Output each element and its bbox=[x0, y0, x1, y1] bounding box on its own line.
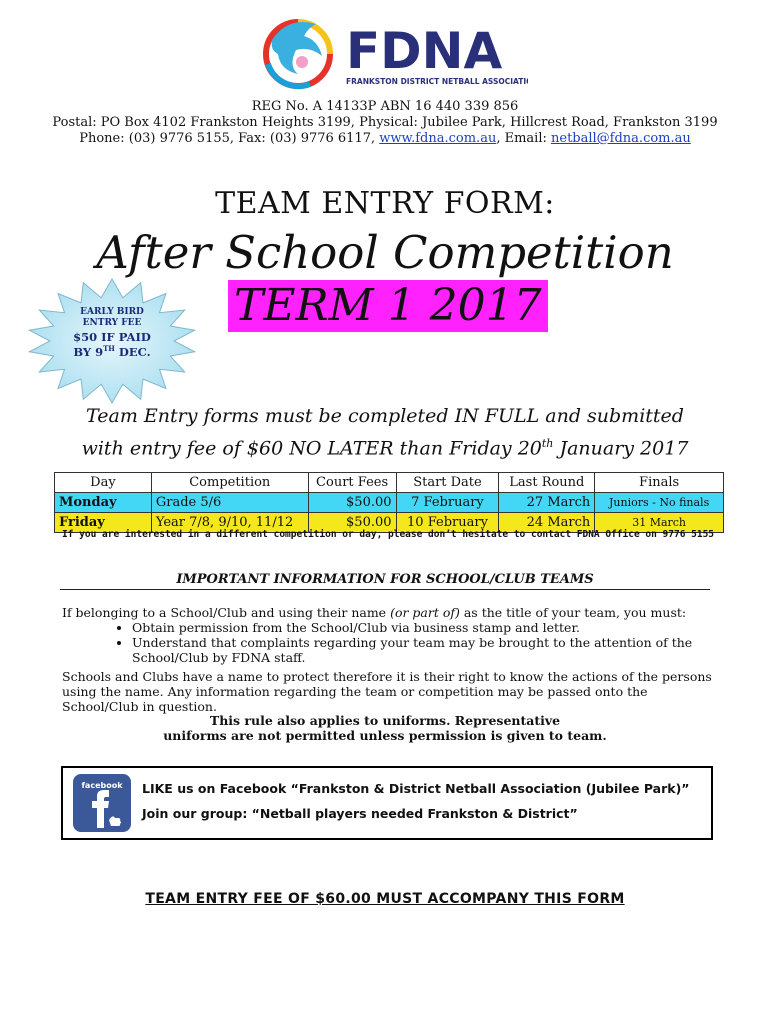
header-competition: Competition bbox=[151, 473, 308, 493]
cell-start-date: 7 February bbox=[396, 493, 499, 513]
deadline-line2-suffix: January 2017 bbox=[553, 437, 689, 460]
cell-last-round: 27 March bbox=[499, 493, 595, 513]
competition-table bbox=[54, 472, 724, 533]
intro-italic: (or part of) bbox=[390, 605, 460, 620]
facebook-group-text: Join our group: “Netball players needed Frankston & District” bbox=[142, 806, 578, 821]
early-bird-line4-sup: TH bbox=[103, 344, 115, 353]
deadline-line2-sup: th bbox=[541, 437, 554, 450]
header-court-fees: Court Fees bbox=[308, 473, 396, 493]
cell-day: Friday bbox=[55, 513, 152, 533]
cell-competition: Grade 5/6 bbox=[151, 493, 308, 513]
early-bird-line1: EARLY BIRD bbox=[80, 307, 144, 317]
facebook-icon-label: facebook bbox=[81, 781, 123, 790]
reg-line: REG No. A 14133P ABN 16 440 339 856 bbox=[251, 99, 519, 114]
fdna-logo bbox=[258, 10, 528, 92]
early-bird-line4-prefix: BY 9 bbox=[73, 344, 104, 359]
intro-text: If belonging to a School/Club and using their name bbox=[62, 605, 391, 620]
cell-start-date: 10 February bbox=[396, 513, 499, 533]
dolphin-logo-icon bbox=[258, 10, 528, 92]
table-header-row bbox=[55, 473, 724, 493]
cell-finals: 31 March bbox=[595, 513, 724, 533]
table-row bbox=[55, 493, 724, 513]
list-item: • Understand that complaints regarding your team may be brought to the attention of the School/Club by FDNA staff. bbox=[132, 635, 732, 665]
cell-finals: Juniors - No finals bbox=[595, 493, 724, 513]
deadline-notice bbox=[0, 403, 770, 462]
phone-text: Phone: (03) 9776 5155, Fax: (03) 9776 6117, bbox=[79, 131, 380, 146]
early-bird-badge bbox=[26, 277, 198, 405]
facebook-box bbox=[61, 766, 713, 840]
header-finals: Finals bbox=[595, 473, 724, 493]
list-item: • Obtain permission from the School/Club via business stamp and letter. bbox=[132, 620, 732, 635]
fee-notice: TEAM ENTRY FEE OF $60.00 MUST ACCOMPANY THIS FORM bbox=[145, 891, 625, 907]
facebook-like-text: LIKE us on Facebook “Frankston & District Netball Association (Jubilee Park)” bbox=[142, 781, 690, 796]
requirements-list bbox=[108, 620, 732, 665]
important-heading: IMPORTANT INFORMATION FOR SCHOOL/CLUB TEAMS bbox=[60, 572, 710, 590]
form-heading: TEAM ENTRY FORM: bbox=[215, 186, 555, 221]
early-bird-line3: $50 IF PAID bbox=[73, 330, 151, 344]
deadline-line1: Team Entry forms must be completed IN FULL and submitted bbox=[86, 405, 684, 427]
header-start-date: Start Date bbox=[396, 473, 499, 493]
email-label: , Email: bbox=[496, 131, 551, 146]
cell-court-fees: $50.00 bbox=[308, 493, 396, 513]
term-label: TERM 1 2017 bbox=[228, 280, 548, 332]
early-bird-line4 bbox=[26, 344, 198, 359]
important-paragraph: Schools and Clubs have a name to protect therefore it is their right to know the actions of the persons using the name. Any information regarding the team or competition may be passed onto the School/Club in question. bbox=[62, 669, 712, 714]
early-bird-line4-suffix: DEC. bbox=[114, 344, 151, 359]
logo-subtitle: FRANKSTON DISTRICT NETBALL ASSOCIATION bbox=[346, 77, 528, 86]
logo-text: FDNA bbox=[346, 22, 503, 80]
cell-competition: Year 7/8, 9/10, 11/12 bbox=[151, 513, 308, 533]
deadline-line2-prefix: with entry fee of $60 NO LATER than Friday 20 bbox=[81, 437, 542, 460]
deadline-line2 bbox=[0, 430, 770, 462]
facebook-logo-icon bbox=[73, 774, 131, 832]
intro-suffix: as the title of your team, you must: bbox=[459, 605, 687, 620]
postal-line: Postal: PO Box 4102 Frankston Heights 3199, Physical: Jubilee Park, Hillcrest Road, Frankston 3199 bbox=[52, 115, 718, 130]
header-last-round: Last Round bbox=[499, 473, 595, 493]
header-day: Day bbox=[55, 473, 152, 493]
cell-last-round: 24 March bbox=[499, 513, 595, 533]
contact-note: If you are interested in a different competition or day, please don’t hesitate to contact FDNA Office on 9776 5155 bbox=[62, 529, 715, 540]
early-bird-line2: ENTRY FEE bbox=[82, 318, 142, 328]
facebook-icon[interactable] bbox=[73, 774, 131, 832]
uniform-rule-line1: This rule also applies to uniforms. Representative bbox=[209, 713, 561, 728]
cell-court-fees: $50.00 bbox=[308, 513, 396, 533]
contact-line bbox=[0, 131, 770, 147]
website-link[interactable]: www.fdna.com.au bbox=[379, 131, 497, 146]
important-intro bbox=[62, 605, 722, 620]
competition-title: After School Competition bbox=[96, 226, 674, 279]
cell-day: Monday bbox=[55, 493, 152, 513]
uniform-rule-line2: uniforms are not permitted unless permission is given to team. bbox=[163, 728, 607, 743]
email-link[interactable]: netball@fdna.com.au bbox=[551, 131, 691, 146]
